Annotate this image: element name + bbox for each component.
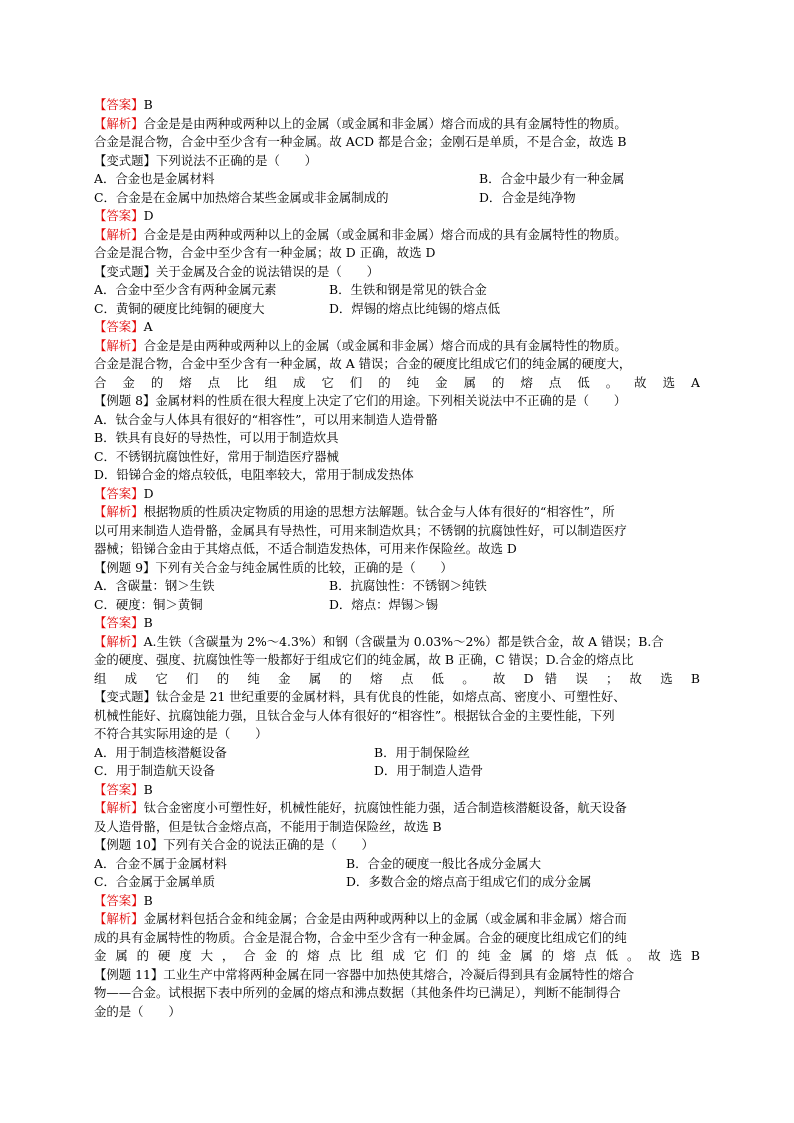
text-line: 以可用来制造人造骨骼，金属具有导热性，可用来制造炊具；不锈钢的抗腐蚀性好，可以制造医疗 <box>94 522 627 538</box>
tagged-line <box>94 503 700 522</box>
section-tag: 【答案】 <box>94 208 144 223</box>
text-line: 机械性能好、抗腐蚀能力强，且钛合金与人体有很好的“相容性”。根据钛合金的主要性能，下列 <box>94 707 615 723</box>
text-line: 【例题 9】下列有关合金与纯金属性质的比较，正确的是（ ） <box>94 559 453 575</box>
section-tag: 【解析】 <box>94 115 144 131</box>
tagged-line <box>94 96 700 115</box>
option-item: B．合金的硬度一般比各成分金属大 <box>346 855 541 871</box>
document-body <box>94 96 700 1021</box>
option-item: A．含碳量：钢＞生铁 <box>94 578 215 593</box>
option-row <box>94 762 700 781</box>
text-line: 器械；铅锑合金由于其熔点低，不适合制造发热体，可用来作保险丝。故选 D <box>94 541 517 556</box>
section-tag: 【解析】 <box>94 226 144 242</box>
tagged-line <box>94 115 700 134</box>
option-row <box>94 281 700 300</box>
text-line: 合金是混合物，合金中至少含有一种金属。故 ACD 都是合金；金刚石是单质，不是合金，故选 B <box>94 134 627 149</box>
option-row <box>94 596 700 615</box>
option-item: B．合金中最少有一种金属 <box>479 171 625 186</box>
option-item: C．用于制造航天设备 <box>94 763 215 778</box>
line-text: D <box>143 208 154 223</box>
line-text: 合金是是由两种或两种以上的金属（或金属和非金属）熔合而成的具有金属特性的物质。 <box>143 115 627 131</box>
justified-line: 合 金 的 熔 点 比 组 成 它 们 的 纯 金 属 的 熔 点 低 。 故 选 A <box>94 374 700 390</box>
line-text: 合金是是由两种或两种以上的金属（或金属和非金属）熔合而成的具有金属特性的物质。 <box>143 226 627 242</box>
option-item: D．合金是纯净物 <box>479 189 576 205</box>
text-line: 合金是混合物，合金中至少含有一种金属；故 D 正确，故选 D <box>94 245 436 260</box>
option-row <box>94 170 700 189</box>
option-item: B．抗腐蚀性：不锈钢＞纯铁 <box>329 578 487 593</box>
tagged-line <box>94 799 700 818</box>
section-tag: 【解析】 <box>94 633 144 649</box>
option-item: A．合金也是金属材料 <box>94 171 215 186</box>
section-tag: 【答案】 <box>94 781 144 797</box>
tagged-line <box>94 485 700 504</box>
tagged-line <box>94 781 700 800</box>
justified-line: 组 成 它 们 的 纯 金 属 的 熔 点 低 。 故 D 错 误 ； 故 选 B <box>94 670 700 686</box>
line-text: B <box>143 97 153 112</box>
text-line: D．铅锑合金的熔点较低，电阻率较大，常用于制成发热体 <box>94 467 414 482</box>
tagged-line <box>94 226 700 245</box>
text-line: 【例题 11】工业生产中常将两种金属在同一容器中加热使其熔合，冷凝后得到具有金属特性的熔合 <box>94 966 635 982</box>
tagged-line <box>94 892 700 911</box>
text-line: 【变式题】关于金属及合金的说法错误的是（ ） <box>94 263 379 279</box>
text-line: 合金是混合物，合金中至少含有一种金属，故 A 错误；合金的硬度比组成它们的纯金属的硬度大， <box>94 356 632 371</box>
option-item: C．黄铜的硬度比纯铜的硬度大 <box>94 300 265 316</box>
tagged-line <box>94 337 700 356</box>
tagged-line <box>94 633 700 652</box>
option-row <box>94 189 700 208</box>
text-line: 金的硬度、强度、抗腐蚀性等一般都好于组成它们的纯金属，故 B 正确，C 错误；D.合金的熔点比 <box>94 652 634 667</box>
option-item: C．合金属于金属单质 <box>94 874 215 889</box>
text-line: 【变式题】钛合金是 21 世纪重要的金属材料，具有优良的性能，如熔点高、密度小、可塑性好、 <box>94 689 626 704</box>
option-item: D．多数合金的熔点高于组成它们的成分金属 <box>346 874 592 889</box>
option-item: C．合金是在金属中加热熔合某些金属或非金属制成的 <box>94 189 389 205</box>
line-text: 根据物质的性质决定物质的用途的思想方法解题。钛合金与人体有很好的“相容性”，所 <box>143 504 615 519</box>
option-row <box>94 873 700 892</box>
section-tag: 【答案】 <box>94 892 144 908</box>
option-row <box>94 577 700 596</box>
line-text: 钛合金密度小可塑性好，机械性能好，抗腐蚀性能力强，适合制造核潜艇设备，航天设备 <box>143 800 627 815</box>
option-item: A．用于制造核潜艇设备 <box>94 744 227 760</box>
option-item: A．合金中至少含有两种金属元素 <box>94 282 277 297</box>
line-text: B <box>143 615 153 630</box>
option-row <box>94 744 700 763</box>
section-tag: 【答案】 <box>94 97 144 112</box>
option-item: B．用于制保险丝 <box>374 744 470 760</box>
option-item: A．合金不属于金属材料 <box>94 855 227 871</box>
tagged-line <box>94 207 700 226</box>
section-tag: 【答案】 <box>94 319 144 334</box>
option-item: D．熔点：焊锡＞锡 <box>329 596 439 612</box>
text-line: A．钛合金与人体具有很好的“相容性”，可以用来制造人造骨骼 <box>94 411 438 427</box>
option-item: D．焊锡的熔点比纯锡的熔点低 <box>329 300 501 316</box>
section-tag: 【答案】 <box>94 615 144 630</box>
text-line: 及人造骨骼，但是钛合金熔点高，不能用于制造保险丝，故选 B <box>94 818 442 834</box>
section-tag: 【解析】 <box>94 911 144 926</box>
option-item: B．生铁和钢是常见的铁合金 <box>329 282 487 297</box>
line-text: B <box>143 781 153 797</box>
tagged-line <box>94 318 700 337</box>
line-text: 合金是是由两种或两种以上的金属（或金属和非金属）熔合而成的具有金属特性的物质。 <box>143 337 627 353</box>
line-text: A <box>143 319 153 334</box>
justified-line: 金 属 的 硬 度 大 ， 合 金 的 熔 点 比 组 成 它 们 的 纯 金 属 的 熔 点 低 。 故 选 B <box>94 948 700 963</box>
section-tag: 【解析】 <box>94 504 144 519</box>
text-line: 【变式题】下列说法不正确的是（ ） <box>94 152 318 168</box>
text-line: 【例题 10】下列有关合金的说法正确的是（ ） <box>94 837 374 852</box>
text-line: 金的是（ ） <box>94 1003 181 1019</box>
text-line: 不符合其实际用途的是（ ） <box>94 726 268 741</box>
text-line: 物——合金。试根据下表中所列的金属的熔点和沸点数据（其他条件均已满足），判断不能制得合 <box>94 985 621 1000</box>
line-text: A.生铁（含碳量为 2%～4.3%）和钢（含碳量为 0.03%～2%）都是铁合金，故 A 错误；B.合 <box>143 633 664 649</box>
section-tag: 【答案】 <box>94 485 144 501</box>
option-row <box>94 855 700 874</box>
section-tag: 【解析】 <box>94 800 144 815</box>
text-line: 【例题 8】金属材料的性质在很大程度上决定了它们的用途。下列相关说法中不正确的是（ ） <box>94 393 627 408</box>
option-item: C．硬度：铜＞黄铜 <box>94 596 203 612</box>
tagged-line <box>94 614 700 633</box>
option-row <box>94 300 700 319</box>
line-text: D <box>143 485 154 501</box>
option-item: D．用于制造人造骨 <box>374 763 484 778</box>
text-line: C．不锈钢抗腐蚀性好，常用于制造医疗器械 <box>94 448 339 464</box>
tagged-line <box>94 910 700 929</box>
text-line: B．铁具有良好的导热性，可以用于制造炊具 <box>94 430 339 445</box>
line-text: 金属材料包括合金和纯金属；合金是由两种或两种以上的金属（或金属和非金属）熔合而 <box>143 911 627 926</box>
text-line: 成的具有金属特性的物质。合金是混合物，合金中至少含有一种金属。合金的硬度比组成它们的纯 <box>94 929 627 945</box>
line-text: B <box>143 892 153 908</box>
section-tag: 【解析】 <box>94 337 144 353</box>
